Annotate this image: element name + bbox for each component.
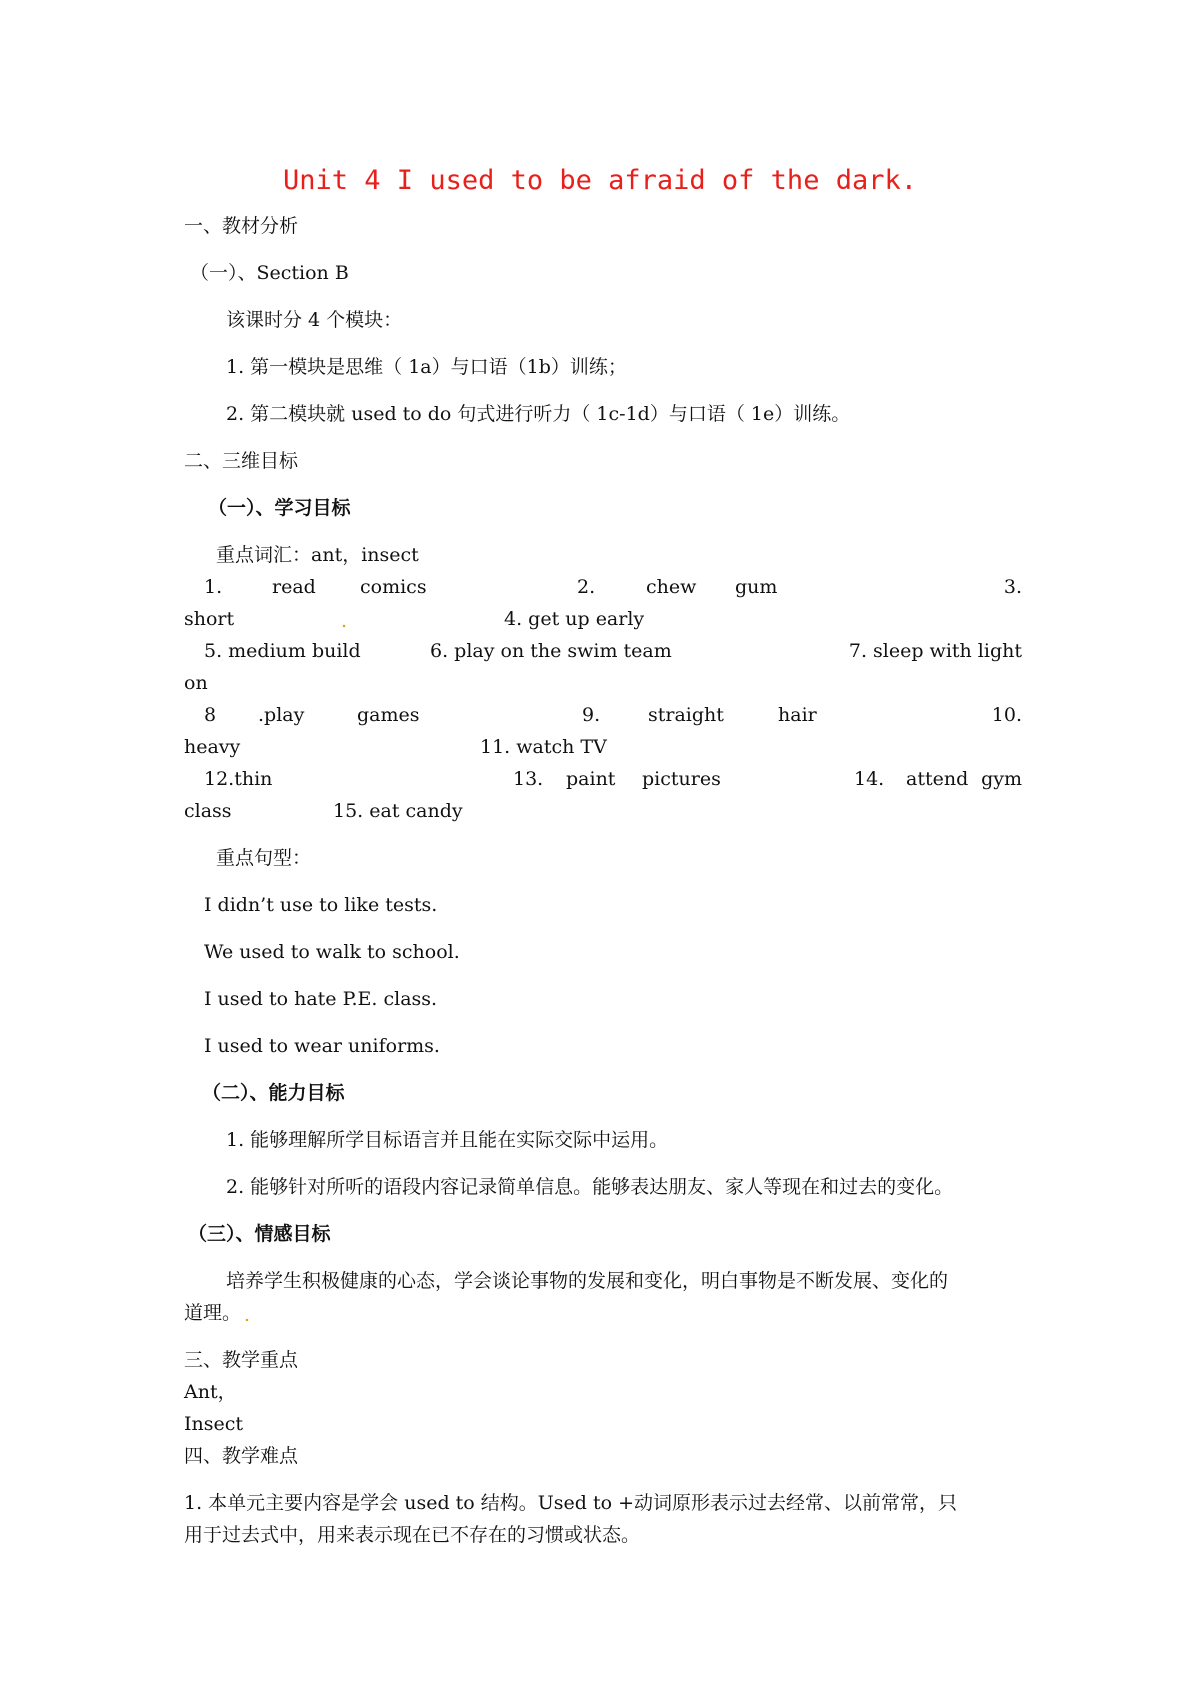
difficulty-line-2: 用于过去式中，用来表示现在已不存在的习惯或状态。: [184, 1524, 641, 1546]
key-sentences-heading: 重点句型：: [216, 847, 312, 869]
phrase-item: 7. sleep with light: [848, 640, 1022, 662]
key-point-2: Insect: [184, 1413, 244, 1435]
phrase-word: on: [184, 672, 208, 694]
document-title: Unit 4 I used to be afraid of the dark.: [283, 165, 917, 196]
learning-goals-heading: （一）、学习目标: [208, 497, 351, 519]
phrase-number: 3.: [1003, 576, 1022, 598]
phrase-word: gym: [981, 768, 1022, 790]
section-3-heading: 三、教学重点: [184, 1349, 299, 1371]
phrase-word: chew: [646, 576, 697, 598]
key-sentence-3: I used to hate P.E. class.: [204, 988, 438, 1010]
section-2-heading: 二、三维目标: [184, 450, 299, 472]
phrase-word: games: [357, 704, 420, 726]
phrase-word: paint: [566, 768, 616, 790]
section-1-subheading: （一）、Section B: [190, 262, 349, 284]
phrase-item: 12.thin: [204, 768, 273, 790]
section-1-heading: 一、教材分析: [184, 215, 299, 237]
modules-intro: 该课时分 4 个模块：: [226, 309, 403, 331]
module-item-2: 2. 第二模块就 used to do 句式进行听力（ 1c-1d）与口语（ 1e）训练。: [226, 403, 851, 425]
ability-goal-1: 1. 能够理解所学目标语言并且能在实际交际中运用。: [226, 1129, 669, 1151]
phrase-number: 13.: [513, 768, 544, 790]
phrase-word: heavy: [184, 736, 241, 758]
phrase-word: straight: [648, 704, 724, 726]
key-vocabulary: 重点词汇：ant，insect: [216, 544, 419, 566]
phrase-word: pictures: [642, 768, 721, 790]
emotion-goals-heading: （三）、情感目标: [188, 1223, 331, 1245]
section-4-heading: 四、教学难点: [184, 1445, 299, 1467]
phrase-item: 4. get up early: [504, 608, 645, 630]
phrase-word: class: [184, 800, 232, 822]
phrase-number: 2.: [577, 576, 596, 598]
key-sentence-4: I used to wear uniforms.: [204, 1035, 440, 1057]
key-sentence-2: We used to walk to school.: [204, 941, 460, 963]
phrase-word: read: [272, 576, 316, 598]
emotion-goal-line-2: 道理。: [184, 1302, 242, 1324]
phrase-word: comics: [360, 576, 427, 598]
phrase-word: short: [184, 608, 235, 630]
phrase-item: 5. medium build: [204, 640, 361, 662]
key-sentence-1: I didn’t use to like tests.: [204, 894, 438, 916]
phrase-item: 6. play on the swim team: [430, 640, 672, 662]
emotion-goal-line-1: 培养学生积极健康的心态，学会谈论事物的发展和变化，明白事物是不断发展、变化的: [226, 1270, 949, 1292]
phrase-number: 1.: [204, 576, 223, 598]
phrase-word: hair: [778, 704, 817, 726]
decorative-dot: .: [244, 1304, 251, 1326]
phrase-word: gum: [735, 576, 778, 598]
phrase-item: 11. watch TV: [480, 736, 607, 758]
phrase-item: 15. eat candy: [333, 800, 463, 822]
phrase-word: .play: [258, 704, 305, 726]
ability-goals-heading: （二）、能力目标: [202, 1082, 345, 1104]
phrase-number: 14.: [854, 768, 885, 790]
phrase-number: 10.: [991, 704, 1022, 726]
key-point-1: Ant，: [184, 1381, 237, 1403]
module-item-1: 1. 第一模块是思维（ 1a）与口语（1b）训练；: [226, 356, 627, 378]
phrase-number: 9.: [582, 704, 601, 726]
ability-goal-2: 2. 能够针对所听的语段内容记录简单信息。能够表达朋友、家人等现在和过去的变化。: [226, 1176, 954, 1198]
phrase-number: 8: [204, 704, 217, 726]
difficulty-line-1: 1. 本单元主要内容是学会 used to 结构。Used to +动词原形表示过去经常、以前常常，只: [184, 1492, 957, 1514]
decorative-dot: .: [341, 610, 348, 632]
phrase-word: attend: [906, 768, 969, 790]
